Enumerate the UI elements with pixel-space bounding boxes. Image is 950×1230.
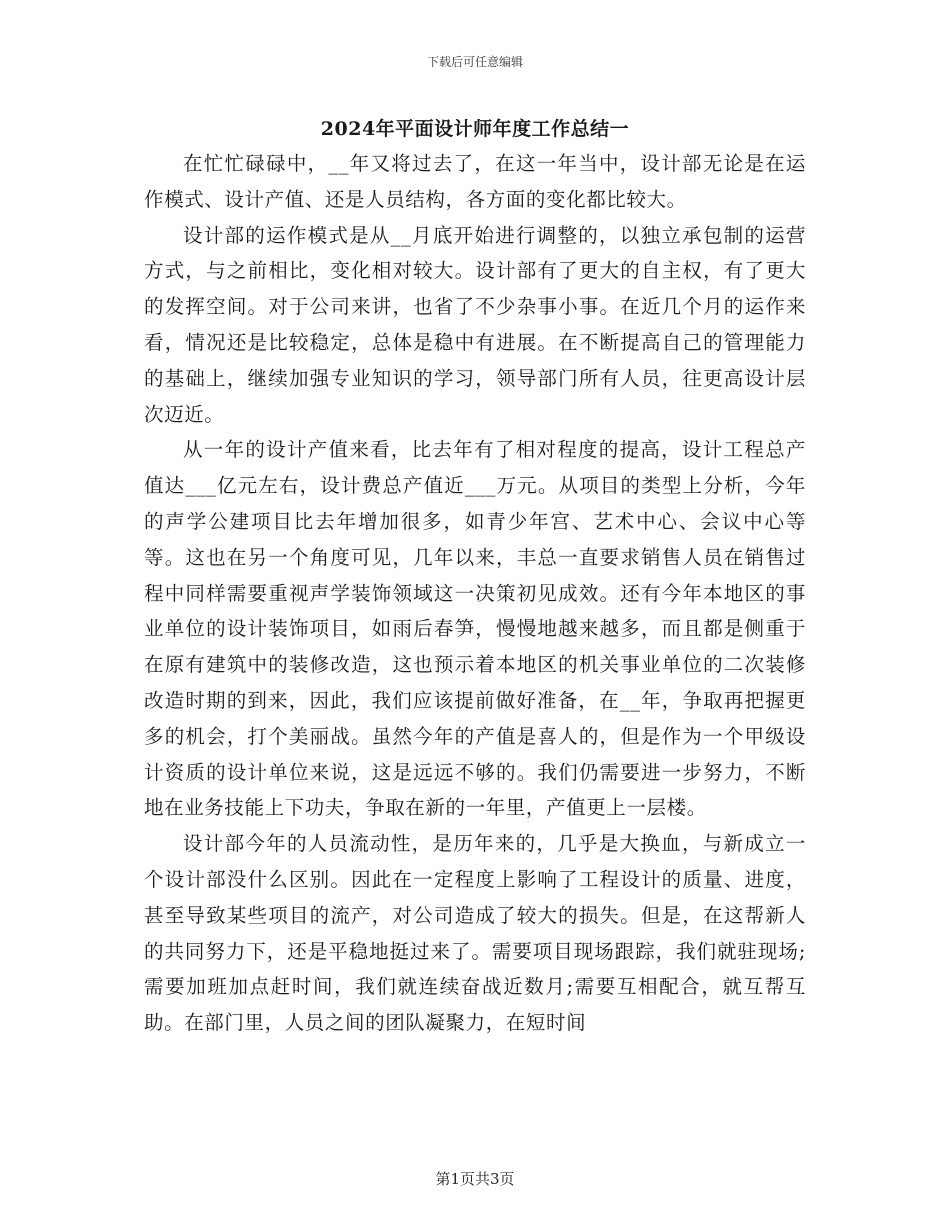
paragraph-intro: 在忙忙碌碌中，__年又将过去了，在这一年当中，设计部无论是在运作模式、设计产值、还是人员结构，各方面的变化都比较大。	[144, 152, 806, 211]
page-number: 第1页共3页	[435, 1170, 515, 1188]
document-title: 2024年平面设计师年度工作总结一	[320, 118, 630, 140]
paragraph-staffing: 设计部今年的人员流动性，是历年来的，几乎是大换血，与新成立一个设计部没什么区别。因此在一定程度上影响了工程设计的质量、进度，甚至导致某些项目的流产，对公司造成了较大的损失。但是，在这帮新人的共同努力下，还是平稳地挺过来了。需要项目现场跟踪，我们就驻现场;需要加班加点赶时间，我们就连续奋战近数月;需要互相配合，就互帮互助。在部门里，人员之间的团队凝聚力，在短时间	[144, 832, 806, 1035]
paragraph-operation-mode: 设计部的运作模式是从__月底开始进行调整的，以独立承包制的运营方式，与之前相比，变化相对较大。设计部有了更大的自主权，有了更大的发挥空间。对于公司来讲，也省了不少杂事小事。在近几个月的运作来看，情况还是比较稳定，总体是稳中有进展。在不断提高自己的管理能力的基础上，继续加强专业知识的学习，领导部门所有人员，往更高设计层次迈近。	[144, 223, 806, 426]
paragraph-design-output: 从一年的设计产值来看，比去年有了相对程度的提高，设计工程总产值达___亿元左右，设计费总产值近___万元。从项目的类型上分析，今年的声学公建项目比去年增加很多，如青少年宫、艺术中心、会议中心等等。这也在另一个角度可见，几年以来，丰总一直要求销售人员在销售过程中同样需要重视声学装饰领域这一决策初见成效。还有今年本地区的事业单位的设计装饰项目，如雨后春笋，慢慢地越来越多，而且都是侧重于在原有建筑中的装修改造，这也预示着本地区的机关事业单位的二次装修改造时期的到来，因此，我们应该提前做好准备，在__年，争取再把握更多的机会，打个美丽战。虽然今年的产值是喜人的，但是作为一个甲级设计资质的设计单位来说，这是远远不够的。我们仍需要进一步努力，不断地在业务技能上下功夫，争取在新的一年里，产值更上一层楼。	[144, 438, 806, 820]
document-body	[144, 146, 806, 1041]
page-header-note: 下载后可任意编辑	[426, 55, 523, 69]
